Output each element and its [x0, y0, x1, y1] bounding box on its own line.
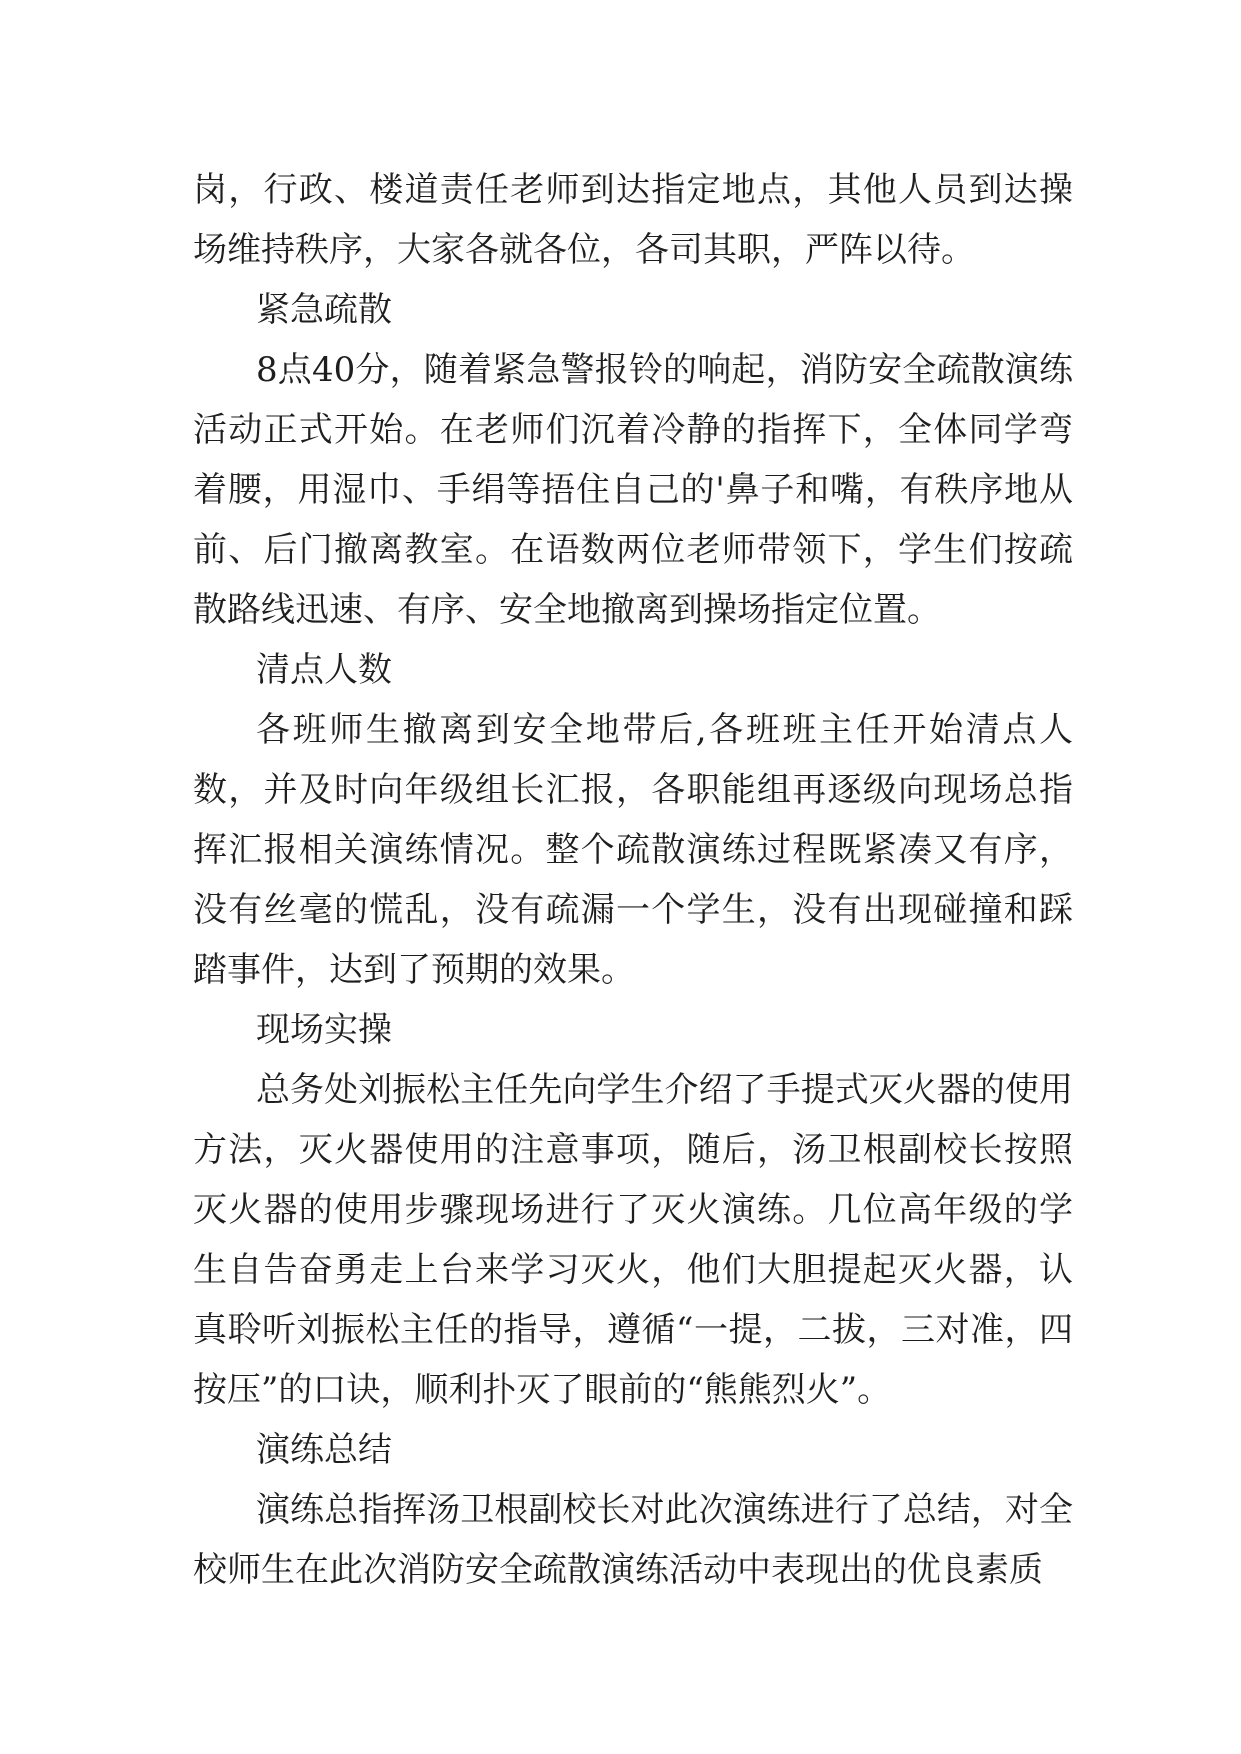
section-heading-headcount: 清点人数 [256, 650, 392, 690]
section-heading-onsite-practice: 现场实操 [256, 1010, 392, 1050]
document-page [193, 160, 1073, 1600]
paragraph-evacuation: 8点40分，随着紧急警报铃的响起，消防安全疏散演练活动正式开始。在老师们沉着冷静的指挥下，全体同学弯着腰，用湿巾、手绢等捂住自己的'鼻子和嘴，有秩序地从前、后门撤离教室。在语数两位老师带领下，学生们按疏散路线迅速、有序、安全地撤离到操场指定位置。 [193, 350, 1073, 630]
paragraph-onsite-practice: 总务处刘振松主任先向学生介绍了手提式灭火器的使用方法，灭火器使用的注意事项，随后，汤卫根副校长按照灭火器的使用步骤现场进行了灭火演练。几位高年级的学生自告奋勇走上台来学习灭火，他们大胆提起灭火器，认真聆听刘振松主任的指导，遵循“一提，二拔，三对准，四按压”的口诀，顺利扑灭了眼前的“熊熊烈火”。 [193, 1070, 1073, 1410]
paragraph-headcount: 各班师生撤离到安全地带后,各班班主任开始清点人数，并及时向年级组长汇报，各职能组再逐级向现场总指挥汇报相关演练情况。整个疏散演练过程既紧凑又有序，没有丝毫的慌乱，没有疏漏一个学生，没有出现碰撞和踩踏事件，达到了预期的效果。 [193, 710, 1073, 990]
paragraph-drill-summary: 演练总指挥汤卫根副校长对此次演练进行了总结，对全校师生在此次消防安全疏散演练活动中表现出的优良素质 [193, 1490, 1073, 1590]
section-heading-drill-summary: 演练总结 [256, 1430, 392, 1470]
paragraph-continuation: 岗，行政、楼道责任老师到达指定地点，其他人员到达操场维持秩序，大家各就各位，各司其职，严阵以待。 [193, 170, 1073, 270]
section-heading-emergency-evacuation: 紧急疏散 [256, 290, 392, 330]
